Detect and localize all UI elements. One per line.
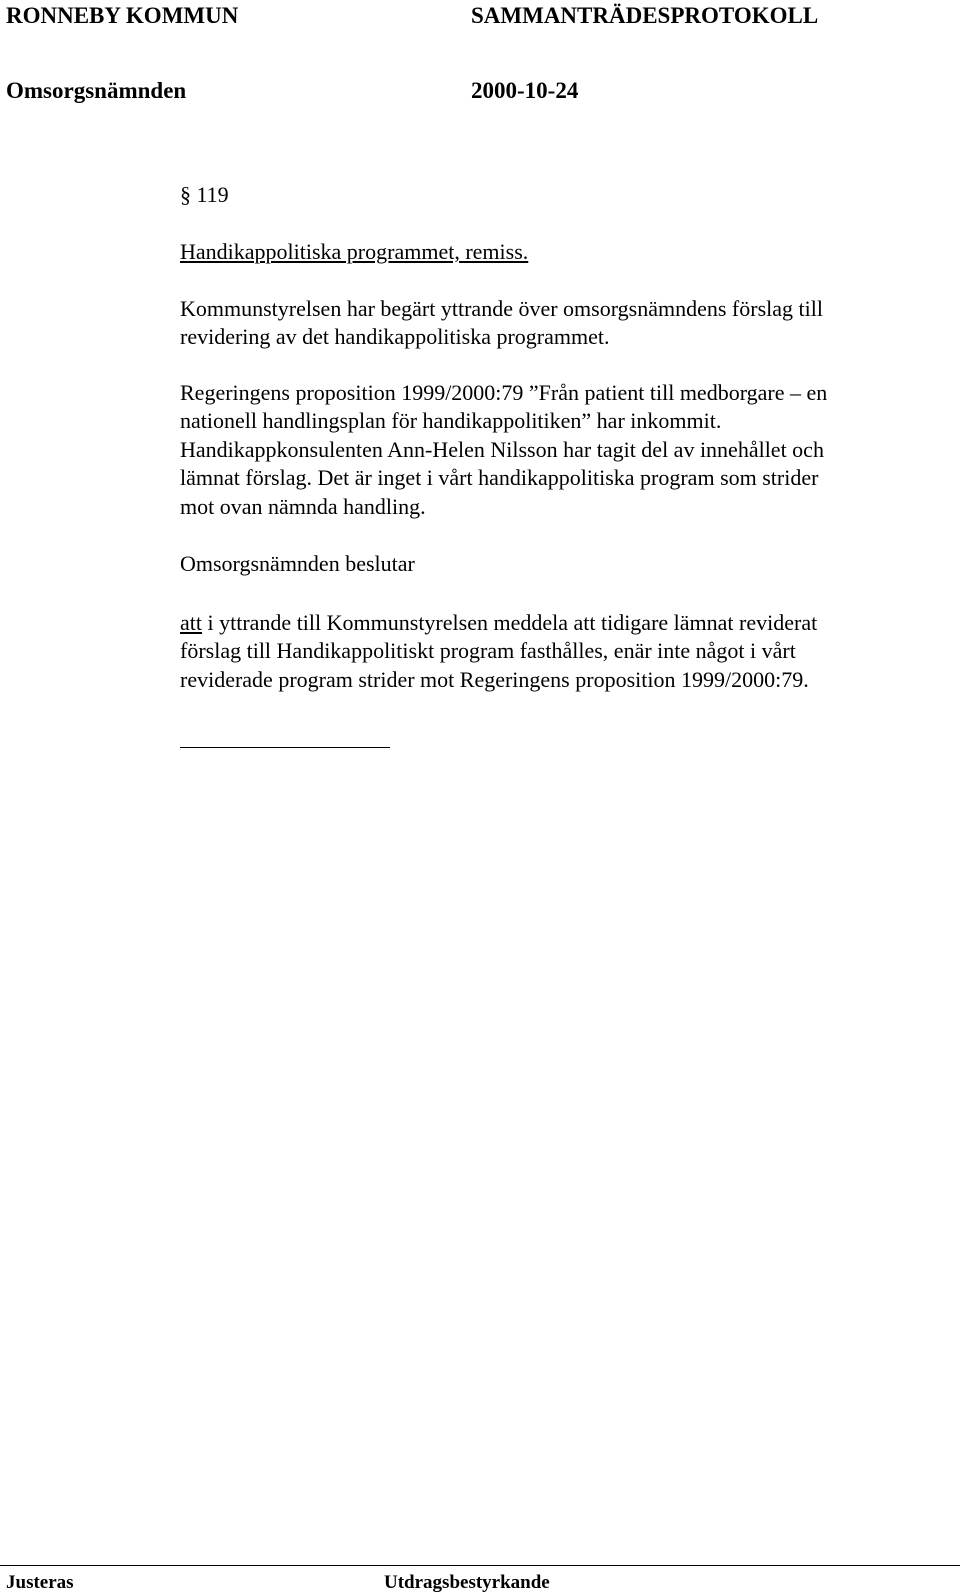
paragraph-line: mot ovan nämnda handling. bbox=[180, 493, 426, 519]
decision-heading bbox=[180, 550, 920, 578]
section-number: § 119 bbox=[180, 182, 229, 207]
decision-line bbox=[180, 609, 920, 637]
header-document-type: SAMMANTRÄDESPROTOKOLL bbox=[471, 3, 819, 28]
paragraph-proposition bbox=[180, 379, 920, 521]
paragraph-line: Handikappkonsulenten Ann-Helen Nilsson har tagit del av innehållet och bbox=[180, 436, 824, 462]
paragraph-line: Kommunstyrelsen har begärt yttrande över omsorgsnämndens förslag till bbox=[180, 296, 823, 321]
att-keyword: att bbox=[180, 610, 202, 635]
decision-text bbox=[180, 609, 920, 694]
header-board: Omsorgsnämnden bbox=[6, 78, 187, 103]
footer-utdragsbestyrkande: Utdragsbestyrkande bbox=[384, 1572, 550, 1593]
decision-line: reviderade program strider mot Regeringens proposition 1999/2000:79. bbox=[180, 666, 809, 692]
decision-heading-text: Omsorgsnämnden beslutar bbox=[180, 551, 415, 576]
section-title: Handikappolitiska programmet, remiss. bbox=[180, 239, 529, 264]
paragraph-line: Regeringens proposition 1999/2000:79 ”Från patient till medborgare – en bbox=[180, 380, 828, 405]
paragraph-line: lämnat förslag. Det är inget i vårt handikappolitiska program som strider bbox=[180, 465, 819, 491]
decision-line: förslag till Handikappolitiskt program fasthålles, enär inte något i vårt bbox=[180, 638, 796, 664]
paragraph-line: revidering av det handikappolitiska programmet. bbox=[180, 324, 610, 350]
decision-line-rest: i yttrande till Kommunstyrelsen meddela att tidigare lämnat reviderat bbox=[202, 610, 818, 635]
footer-rule bbox=[0, 1565, 960, 1566]
separator-rule bbox=[180, 747, 390, 748]
paragraph-request bbox=[180, 295, 920, 352]
footer-justeras: Justeras bbox=[6, 1572, 74, 1593]
header-date: 2000-10-24 bbox=[471, 78, 579, 103]
header-organization: RONNEBY KOMMUN bbox=[6, 3, 239, 28]
paragraph-line: nationell handlingsplan för handikappolitiken” har inkommit. bbox=[180, 408, 722, 434]
